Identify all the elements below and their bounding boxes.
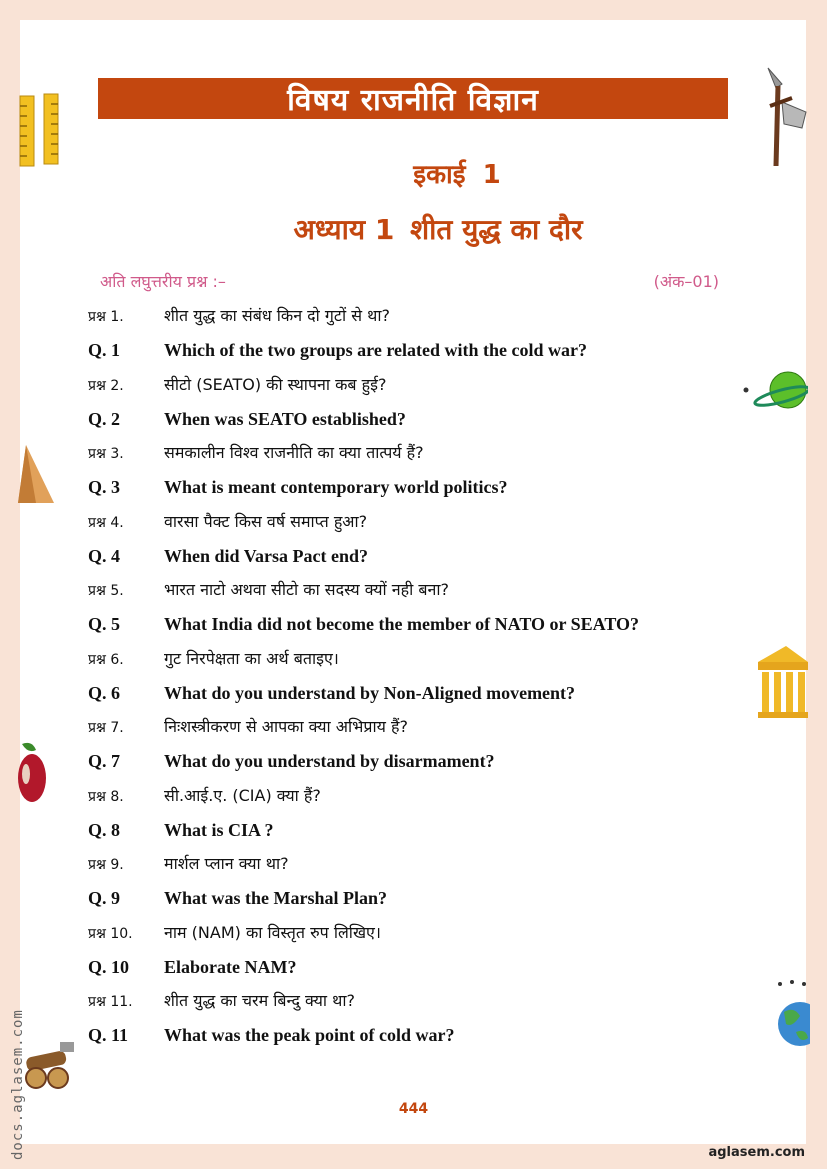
- question-hindi: [88, 647, 339, 669]
- question-english: [88, 340, 587, 361]
- chapter-heading: [98, 210, 728, 248]
- question-number: Q. 6: [88, 682, 121, 703]
- question-number: प्रश्न 1.: [88, 309, 124, 325]
- question-number: प्रश्न 6.: [88, 651, 124, 668]
- cannon-icon: [22, 1040, 80, 1090]
- question-text: When did Varsa Pact end?: [164, 545, 369, 566]
- question-number: Q. 10: [88, 956, 130, 977]
- section-label: अति लघुत्तरीय प्रश्न :–: [100, 272, 226, 291]
- question-text: मार्शल प्लान क्या था?: [164, 854, 289, 873]
- question-number: प्रश्न 3.: [88, 446, 124, 462]
- question-english: [88, 888, 387, 909]
- question-text: When was SEATO established?: [164, 408, 406, 429]
- question-hindi: [88, 510, 367, 532]
- question-number: Q. 2: [88, 408, 121, 429]
- question-number: Q. 11: [88, 1025, 129, 1045]
- question-text: Which of the two groups are related with the cold war?: [164, 340, 587, 360]
- question-number: Q. 4: [88, 545, 121, 566]
- question-english: [88, 820, 274, 841]
- question-english: [88, 1025, 455, 1046]
- question-english: [88, 614, 639, 635]
- chapter-word: अध्याय 1: [293, 213, 395, 246]
- question-text: What do you understand by disarmament?: [164, 751, 495, 771]
- question-text: What do you understand by Non-Aligned movement?: [164, 682, 576, 703]
- question-number: प्रश्न 9.: [88, 857, 124, 873]
- question-hindi: [88, 578, 449, 600]
- question-hindi: [88, 715, 408, 737]
- page-number: 444: [398, 1101, 429, 1117]
- planet-icon: [740, 370, 808, 414]
- question-hindi: [88, 373, 387, 395]
- unit-word: इकाई: [413, 160, 466, 190]
- unit-heading: [98, 155, 728, 191]
- question-number: Q. 1: [88, 340, 121, 360]
- unit-label: [413, 160, 500, 190]
- question-text: भारत नाटो अथवा सीटो का सदस्य क्यों नही बना?: [164, 580, 450, 599]
- question-number: प्रश्न 5.: [88, 583, 124, 599]
- question-text: निःशस्त्रीकरण से आपका क्या अभिप्राय हैं?: [164, 717, 408, 736]
- question-text: What was the peak point of cold war?: [164, 1025, 455, 1045]
- question-text: सी.आई.ए. (CIA) क्या हैं?: [164, 785, 321, 805]
- question-text: समकालीन विश्व राजनीति का क्या तात्पर्य हैं?: [164, 443, 424, 462]
- question-text: शीत युद्ध का संबंध किन दो गुटों से था?: [164, 306, 390, 325]
- question-english: [88, 751, 495, 772]
- apple-icon: [18, 740, 52, 806]
- question-english: [88, 957, 296, 978]
- question-text: What is meant contemporary world politics?: [164, 477, 508, 497]
- question-hindi: [88, 989, 355, 1011]
- question-english: [88, 409, 406, 430]
- unit-number: 1: [482, 160, 501, 190]
- question-number: Q. 9: [88, 888, 121, 908]
- question-number: प्रश्न 4.: [88, 514, 124, 531]
- marks-label: (अंक–01): [653, 272, 719, 291]
- question-text: सीटो (SEATO) की स्थापना कब हुई?: [164, 374, 387, 394]
- question-hindi: [88, 921, 381, 943]
- question-number: प्रश्न 7.: [88, 720, 124, 736]
- subject-title: विषय राजनीति विज्ञान: [98, 78, 728, 119]
- question-text: नाम (NAM) का विस्तृत रुप लिखिए।: [164, 922, 381, 942]
- question-text: What is CIA ?: [164, 819, 274, 840]
- question-text: What India did not become the member of NATO or SEATO?: [164, 614, 640, 634]
- question-number: प्रश्न 2.: [88, 377, 124, 394]
- pyramid-icon: [18, 443, 56, 505]
- question-hindi: [88, 441, 424, 463]
- chapter-label: [293, 213, 582, 246]
- question-english: [88, 477, 507, 498]
- question-number: Q. 3: [88, 477, 121, 497]
- question-hindi: [88, 304, 390, 326]
- question-english: [88, 546, 368, 567]
- ruler-icon: [18, 92, 64, 168]
- spear-icon: [762, 66, 810, 170]
- question-number: प्रश्न 11.: [88, 994, 133, 1010]
- question-english: [88, 683, 575, 704]
- question-hindi: [88, 852, 289, 874]
- question-hindi: [88, 784, 321, 806]
- temple-icon: [756, 642, 808, 718]
- globe-icon: [774, 978, 810, 1052]
- question-text: शीत युद्ध का चरम बिन्दु क्या था?: [164, 991, 355, 1010]
- question-text: What was the Marshal Plan?: [164, 888, 388, 908]
- question-text: गुट निरपेक्षता का अर्थ बताइए।: [164, 648, 339, 668]
- chapter-title: शीत युद्ध का दौर: [410, 213, 583, 246]
- site-name: aglasem.com: [708, 1145, 805, 1160]
- question-number: Q. 5: [88, 614, 121, 634]
- question-number: Q. 8: [88, 819, 121, 840]
- question-text: वारसा पैक्ट किस वर्ष समाप्त हुआ?: [164, 511, 368, 531]
- watermark: docs.aglasem.com: [10, 1009, 26, 1160]
- question-number: Q. 7: [88, 751, 121, 771]
- question-number: प्रश्न 10.: [88, 925, 133, 942]
- question-number: प्रश्न 8.: [88, 788, 124, 805]
- question-text: Elaborate NAM?: [164, 956, 297, 977]
